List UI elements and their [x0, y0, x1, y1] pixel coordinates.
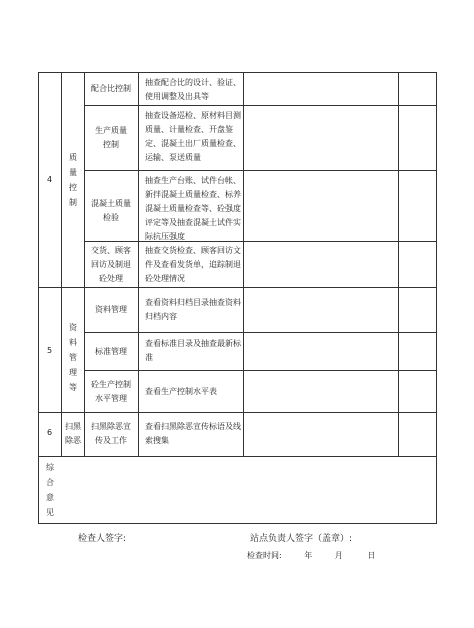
vline-right — [436, 72, 437, 524]
row-seq: 5 — [46, 346, 53, 355]
date-label: 检查时间: — [247, 551, 282, 560]
row-seq: 6 — [46, 428, 53, 437]
hline — [84, 105, 437, 106]
item-name: 生产质量控制 — [95, 126, 127, 149]
vline — [243, 72, 244, 456]
vline — [398, 72, 399, 456]
hline-bottom — [38, 523, 437, 524]
hline — [84, 170, 437, 171]
station-signature-label: 站点负责人签字（盖章）: — [250, 534, 353, 544]
year-label: 年 — [304, 551, 313, 560]
check-method: 查看生产控制水平表 — [145, 387, 217, 396]
hline — [84, 332, 437, 333]
vline — [61, 72, 62, 456]
month-label: 月 — [334, 551, 343, 560]
hline — [38, 456, 437, 457]
hline — [84, 241, 437, 242]
item-name: 资料管理 — [95, 305, 127, 314]
check-method: 查看标准目录及抽查最新标准 — [145, 339, 241, 362]
summary-label: 综合意见 — [46, 463, 54, 517]
row-category: 扫黑除恶 — [65, 422, 81, 445]
row-category: 质量控制 — [69, 153, 77, 207]
check-method: 抽查配合比的设计、验证、使用调整及出具等 — [145, 78, 241, 101]
check-method: 抽查交货检查、顾客回访文件及查看发货单，追踪制退砼处理情况 — [145, 246, 241, 283]
item-name: 配合比控制 — [91, 84, 131, 93]
hline-top — [38, 72, 437, 73]
vline — [84, 72, 85, 456]
inspection-date-row — [247, 550, 375, 561]
hline — [38, 412, 437, 413]
hline — [84, 370, 437, 371]
item-name: 交货、顾客回访及制退砼处理 — [91, 246, 131, 283]
inspector-signature-label: 检查人签字: — [78, 534, 127, 544]
check-method: 查看扫黑除恶宣传标语及线索搜集 — [145, 422, 241, 445]
item-name: 混凝土质量检验 — [91, 199, 131, 222]
day-label: 日 — [367, 551, 376, 560]
row-category: 资料管理等 — [69, 323, 77, 392]
hline — [38, 287, 437, 288]
row-seq: 4 — [46, 175, 53, 184]
check-method: 抽查生产台账、试件台帐、新拌混凝土质量检查、标养混凝土质量检查等、砼强度评定等及抽查混凝土试件实际抗压强度 — [145, 176, 241, 241]
item-name: 砼生产控制水平管理 — [91, 380, 131, 403]
vline — [138, 72, 139, 456]
item-name: 标准管理 — [95, 347, 127, 356]
check-method: 查看资料归档目录抽查资料归档内容 — [145, 298, 241, 321]
check-method: 抽查设备巡检、原材料目测质量、计量检查、开盘鉴定、混凝土出厂质量检查、运输、泵送质量 — [145, 111, 241, 162]
item-name: 扫黑除恶宣传及工作 — [91, 422, 131, 445]
vline-left — [38, 72, 39, 524]
